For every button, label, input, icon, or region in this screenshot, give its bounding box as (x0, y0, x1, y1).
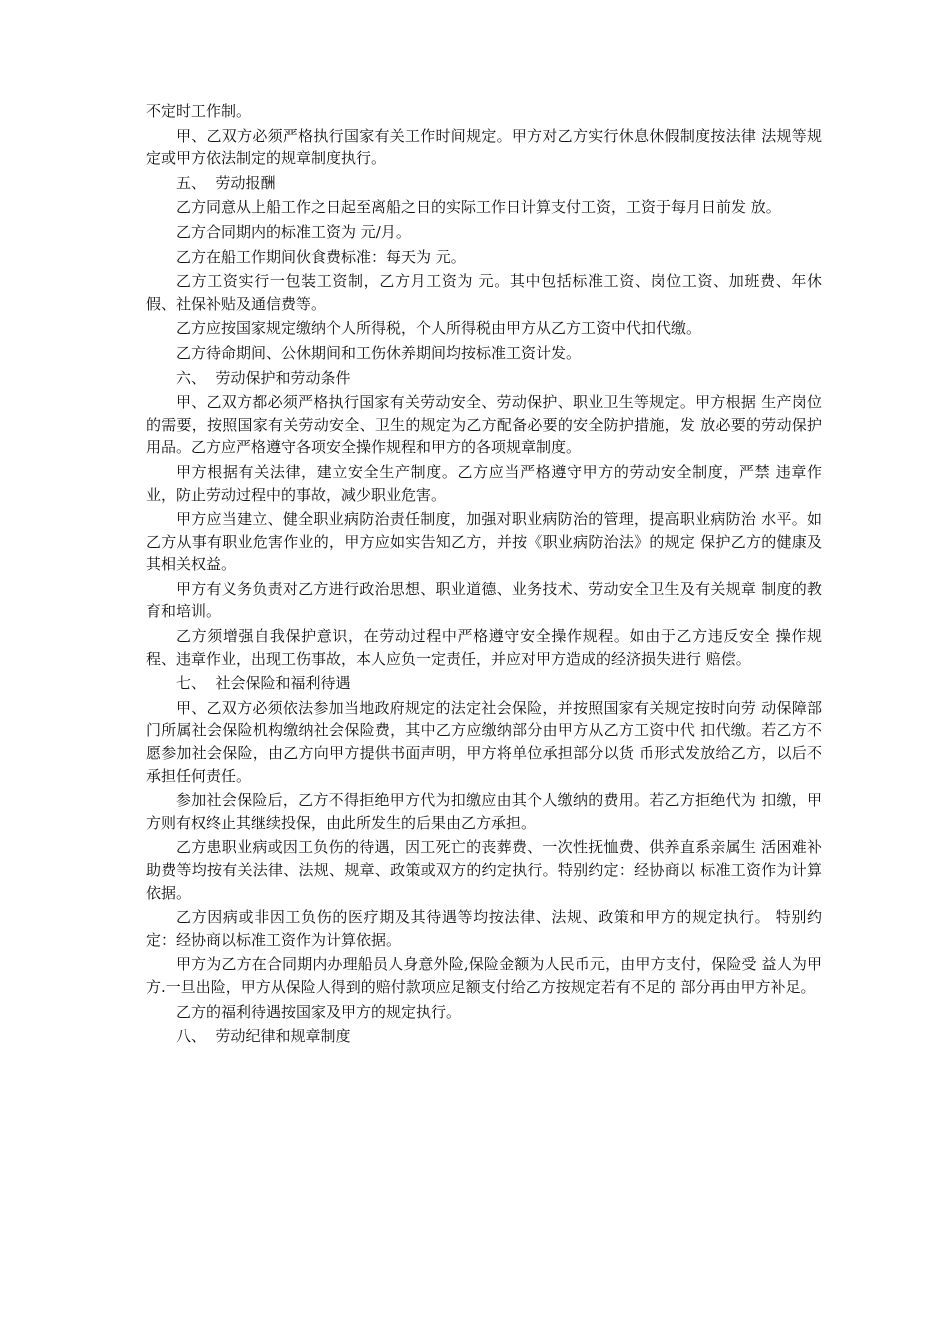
section-heading: 八、 劳动纪律和规章制度 (176, 1027, 351, 1046)
paragraph: 乙方在船工作期间伙食费标准：每天为 元。 (176, 247, 466, 266)
paragraph: 乙方须增强自我保护意识，在劳动过程中严格遵守安全操作规程。如由于乙方违反安全 操作规程、违章作业，出现工伤事故，本人应负一定责任，并应对甲方造成的经济损失进行 赔偿。 (146, 627, 822, 668)
paragraph: 乙方合同期内的标准工资为 元/月。 (176, 222, 411, 241)
document-body (146, 100, 822, 1050)
paragraph: 甲、乙双方都必须严格执行国家有关劳动安全、劳动保护、职业卫生等规定。甲方根据 生产岗位的需要，按照国家有关劳动安全、卫生的规定为乙方配备必要的安全防护措施，发 放必要的劳动保护用品。乙方应严格遵守各项安全操作规程和甲方的各项规章制度。 (146, 393, 822, 457)
paragraph: 甲方应当建立、健全职业病防治责任制度，加强对职业病防治的管理，提高职业病防治 水平。如乙方从事有职业危害作业的，甲方应如实告知乙方，并按《职业病防治法》的规定 保护乙方的健康及其相关权益。 (146, 510, 822, 574)
section-heading: 七、 社会保险和福利待遇 (176, 674, 351, 693)
section-heading: 六、 劳动保护和劳动条件 (176, 368, 351, 387)
paragraph: 乙方工资实行一包装工资制，乙方月工资为 元。其中包括标准工资、岗位工资、加班费、年休假、社保补贴及通信费等。 (146, 272, 822, 313)
paragraph: 乙方因病或非因工负伤的医疗期及其待遇等均按法律、法规、政策和甲方的规定执行。 特别约定：经协商以标准工资作为计算依据。 (146, 908, 822, 949)
paragraph: 不定时工作制。 (146, 102, 252, 120)
paragraph: 乙方应按国家规定缴纳个人所得税，个人所得税由甲方从乙方工资中代扣代缴。 (176, 319, 702, 338)
paragraph: 乙方的福利待遇按国家及甲方的规定执行。 (176, 1002, 462, 1021)
paragraph: 甲方根据有关法律，建立安全生产制度。乙方应当严格遵守甲方的劳动安全制度，严禁 违章作业，防止劳动过程中的事故，减少职业危害。 (146, 462, 822, 504)
paragraph: 甲、乙双方必须严格执行国家有关工作时间规定。甲方对乙方实行休息休假制度按法律 法规等规定或甲方依法制定的规章制度执行。 (146, 126, 822, 168)
paragraph: 乙方同意从上船工作之日起至离船之日的实际工作日计算支付工资，工资于每月日前发 放。 (176, 198, 781, 217)
paragraph: 参加社会保险后，乙方不得拒绝甲方代为扣缴应由其个人缴纳的费用。若乙方拒绝代为 扣缴，甲方则有权终止其继续投保，由此所发生的后果由乙方承担。 (146, 791, 822, 832)
paragraph: 乙方患职业病或因工负伤的待遇，因工死亡的丧葬费、一次性抚恤费、供养直系亲属生 活困难补助费等均按有关法律、法规、规章、政策或双方的约定执行。特别约定：经协商以 标准工资作为计算依据。 (146, 838, 822, 902)
paragraph: 乙方待命期间、公休期间和工伤休养期间均按标准工资计发。 (176, 343, 582, 362)
paragraph: 甲、乙双方必须依法参加当地政府规定的法定社会保险，并按照国家有关规定按时向劳 动保障部门所属社会保险机构缴纳社会保险费，其中乙方应缴纳部分由甲方从乙方工资中代 扣代缴。若乙方不愿参加社会保险，由乙方向甲方提供书面声明，甲方将单位承担部分以货 币形式发放给乙方，以后不承担任何责任。 (146, 698, 822, 785)
section-heading: 五、 劳动报酬 (176, 173, 276, 192)
paragraph: 甲方为乙方在合同期内办理船员人身意外险,保险金额为人民币元，由甲方支付，保险受 益人为甲方.一旦出险，甲方从保险人得到的赔付款项应足额支付给乙方按规定若有不足的 部分再由甲方补足。 (146, 955, 822, 996)
paragraph: 甲方有义务负责对乙方进行政治思想、职业道德、业务技术、劳动安全卫生及有关规章 制度的教育和培训。 (146, 579, 822, 621)
